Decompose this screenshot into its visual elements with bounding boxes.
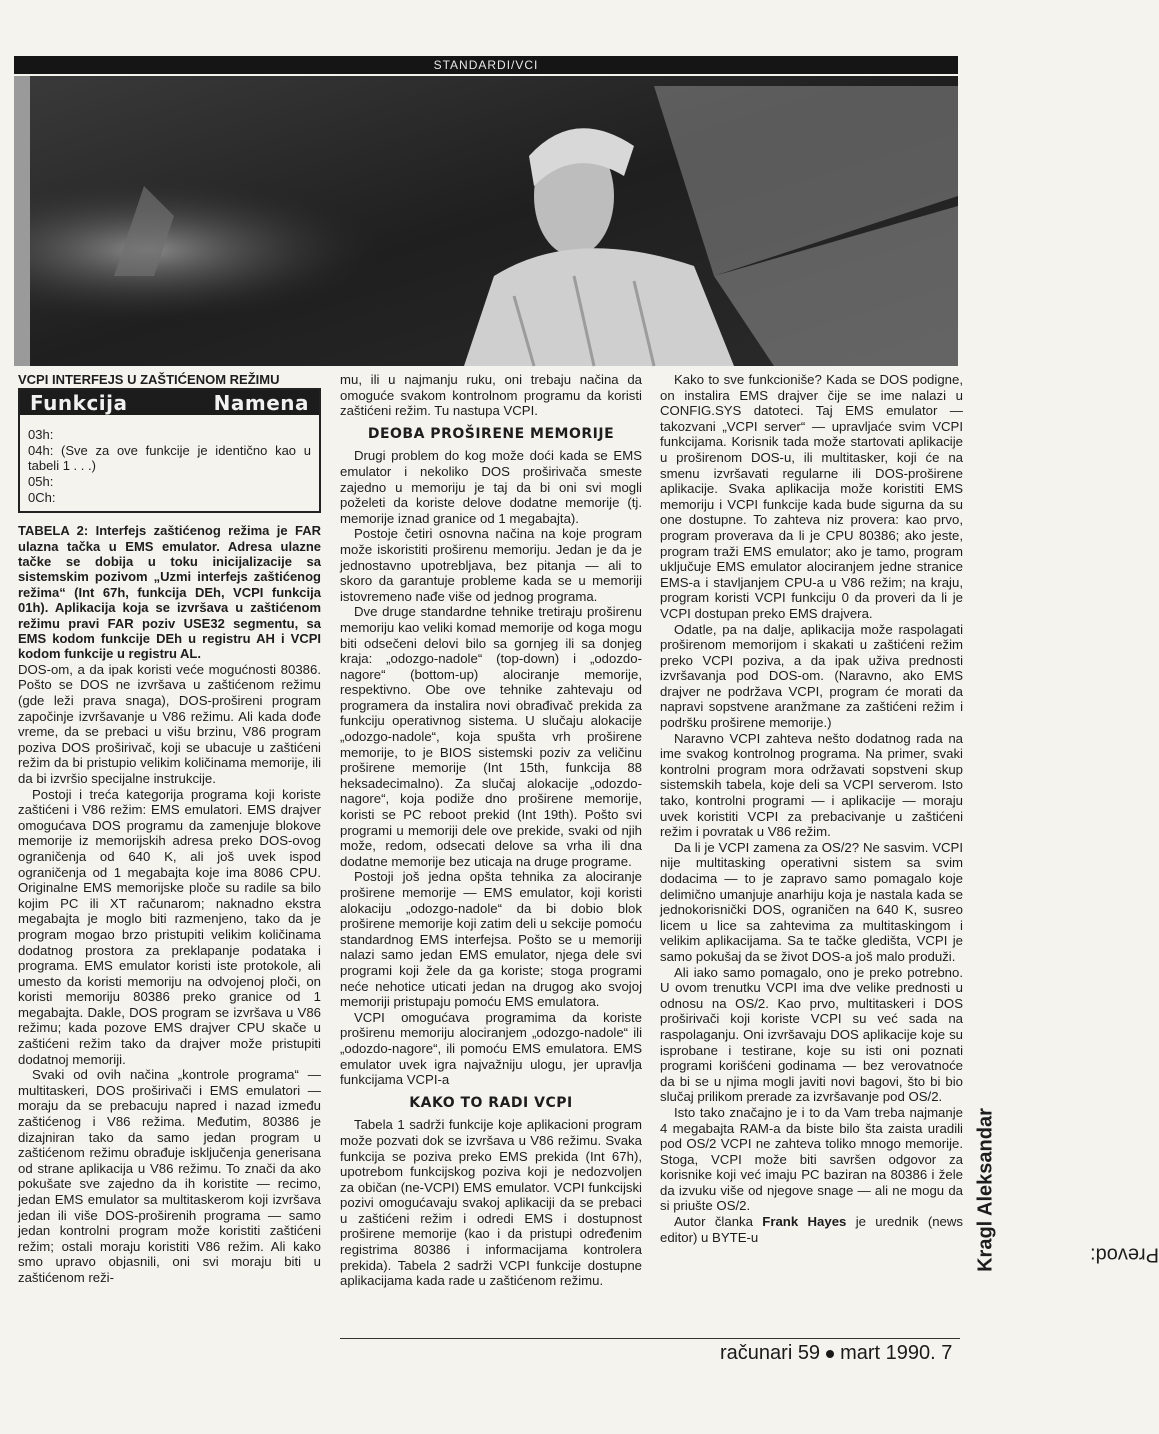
paragraph: Odatle, pa na dalje, aplikacija može raspolagati proširenom memorijom i skakati u zaštićeni režim preko VCPI poziva, a da ipak uživa prednosti izvršavanja pod DOS-om. (Naravno, ako EMS drajver ne podržava VCPI, program će morati da napravi sopstvene aranžmane za zaštićeni režim i podršku proširene memorije.) bbox=[660, 621, 963, 731]
paragraph: Tabela 1 sadrži funkcije koje aplikacioni program može pozvati dok se izvršava u V86 režimu. Svaka funkcija se poziva preko EMS prekida (Int 67h), upotrebom funkcijskog poziva koji je nedozvoljen za običan (ne-VCPI) EMS emulator. VCPI funkcijski pozivi omogućavaju svakoj aplikaciji da se prebaci u zaštićeni režim i odredi EMS i dostupnost proširene memorije (kao i da pristupi određenim registrima 80386 i informacijama kontrolera prekida). Tabela 2 sadrži VCPI funkcije dostupne aplikacijama kada rade u zaštićenom režimu. bbox=[340, 1117, 642, 1289]
paragraph: Isto tako značajno je i to da Vam treba najmanje 4 megabajta RAM-a da biste bilo šta zaista uradili pod OS/2 VCPI ne zahteva toliko mnogo memorije. Stoga, VCPI može biti savršen odgovor za korisnike koji već imaju PC baziran na 80386 i žele da izvuku više od njegove snage — ali ne mogu da si priušte OS/2. bbox=[660, 1104, 963, 1214]
table-title: VCPI INTERFEJS U ZAŠTIĆENOM REŽIMU bbox=[18, 372, 280, 387]
paragraph: Postoji još jedna opšta tehnika za alociranje proširene memorije — EMS emulator, koji koristi alokaciju „odozgo-nadole“ da bi dobio blok proširene memorije koji zatim deli u sekcije pomoću standardnog EMS interfejsa. Pošto se u memoriji nalazi samo jedan EMS emulator, njega dele svi programi koji žele da ga koriste; stoga programi neće nehotice uticati jedan na drugog ako svojoj memoriji pristupaju pomoću EMS emulatora. bbox=[340, 869, 642, 1010]
translator-name: Kragl Aleksandar bbox=[974, 1108, 997, 1272]
paragraph: Naravno VCPI zahteva nešto dodatnog rada na ime svakog kontrolnog programa. Na primer, svaki kontrolni program mora održavati sopstveni skup sistemskih tabela, koje deli sa VCPI serverom. Isto tako, kontrolni programi — i aplikacije — moraju uvek koristiti VCPI za prebacivanje u zaštićeni režim i povratak u V86 režim. bbox=[660, 730, 963, 840]
translator-credit bbox=[968, 1040, 1159, 1340]
paragraph: Postoji i treća kategorija programa koji koriste zaštićeni i V86 režim: EMS emulatori. EMS drajver omogućava DOS programu da zamenjuje blokove memorije iz memorijskih adresa preko DOS-ovog ograničenja od 640 K, ali još uvek ispod ograničenja od 1 megabajta koje ima 8086 CPU. Originalne EMS memorijske ploče su radile sa bilo kojim PC ili XT računarom; naknadno ekstra megabajta je moglo biti razmenjeno, tako da je program mogao brzo pristupiti velikim količinama dodatnog prostora za preklapanje podataka i programa. EMS emulator koristi iste protokole, ali umesto da koristi memoriju na odvojenoj ploči, on koristi memoriju 80386 preko granice od 1 megabajta. Dakle, DOS program se izvršava u V86 režimu; kada pozove EMS drajver CPU skače u zaštićeni režim tako da drajver može pristupiti dodatnoj memoriji. bbox=[18, 786, 321, 1067]
bullet-icon bbox=[826, 1350, 834, 1358]
paragraph: Drugi problem do kog može doći kada se EMS emulator i nekoliko DOS proširivača smeste zajedno u memoriju je taj da bi oni svi mogli poželeti da koriste delove dodatne memorije (tj. memorije iznad granice od 1 megabajta). bbox=[340, 448, 642, 526]
paragraph: Dve druge standardne tehnike tretiraju proširenu memoriju kao veliki komad memorije od koga mogu biti odsečeni delovi bilo sa gornjeg ili sa donjeg kraja: „odozgo-nadole“ (top-down) i „odozdo-nagore“ (bottom-up) alociranje memorije, respektivno. Obe ove tehnike zahtevaju od programera da instalira novi obrađivač prekida za funkciju operativnog sistema. U slučaju alokacije „odozgo-nadole“, koja spušta vrh proširene memorije, to je BIOS sistemski poziv za veličinu proširene memorije (Int 15th, funkcija 88 heksadecimalno). Za slučaj alokacije „odozdo-nagore“, koja podiže dno proširene memorije, koristi se PC reboot prekid (Int 19th). Pošto svi programi u memoriji dele ove prekide, svaki od njih može, redom, odsecati delove sa vrha ili dna dodatne memorije bez uticaja na druge programe. bbox=[340, 604, 642, 869]
table-header-purpose: Namena bbox=[213, 390, 309, 415]
author-prefix: Autor članka bbox=[674, 1214, 763, 1230]
author-note bbox=[660, 1214, 963, 1245]
magazine-name: računari 59 bbox=[720, 1342, 821, 1364]
article-photo bbox=[14, 76, 958, 366]
author-name: Frank Hayes bbox=[762, 1214, 847, 1230]
paragraph: Postoje četiri osnovna načina na koje program može iskoristiti proširenu memoriju. Jedan je da je jednostavno upotrebljava, bez pitanja — ali to skoro da garantuje probleme kada se u memoriji istovremeno nađe više od jednog programa. bbox=[340, 526, 642, 604]
column-1 bbox=[18, 372, 321, 1286]
table-row: 03h: bbox=[28, 427, 54, 443]
page-footer bbox=[720, 1342, 952, 1365]
section-heading: KAKO TO RADI VCPI bbox=[409, 1094, 573, 1111]
table-row: 0Ch: bbox=[28, 489, 56, 505]
table-caption: TABELA 2: Interfejs zaštićenog režima je FAR ulazna tačka u EMS emulator. Adresa ulazne tačke se dobija u toku inicijalizacije sa sistemskim pozivom „Uzmi interfejs zaštićenog režima“ (Int 67h, funkcija DEh, VCPI funkcija 01h). Aplikacija koja se izvršava u zaštićenom režimu pravi FAR poziv USE32 segmentu, sa EMS kodom funkcije DEh u registru AH i VCPI kodom funkcije u registru AL. bbox=[18, 523, 321, 662]
paragraph: mu, ili u najmanju ruku, oni trebaju načina da omoguće svakom kontrolnom programu da koristi zaštićeni režim. Tu nastupa VCPI. bbox=[340, 372, 642, 419]
issue-date: mart 1990. bbox=[840, 1342, 936, 1364]
paragraph: VCPI omogućava programima da koriste proširenu memoriju alociranjem „odozgo-nadole“ ili „odozdo-nagore“, ili pomoću EMS emulatora. EMS emulator uvek igra najvažniju ulogu, jer upravlja funkcijama VCPI-a bbox=[340, 1009, 642, 1088]
page-number: 7 bbox=[941, 1342, 953, 1364]
paragraph: Svaki od ovih načina „kontrole programa“ — multitaskeri, DOS proširivači i EMS emulatori — moraju da se prebacuju napred i nazad između zaštićenog i V86 režima. Međutim, 80386 je dizajniran tako da samo jedan program u zaštićenom režimu obrađuje isključenja generisana od strane aplikacija u V86 režimu. To znači da ako pokušate sve zajedno da ih koristite — recimo, jedan EMS emulator sa multitaskerom koji izvršava jedan ili više DOS-proširenih programa — samo jedan kontrolni program može koristiti zaštićeni režim; ostali moraju koristiti V86 režim. Ali kako smo upravo objasnili, oni svi moraju biti u zaštićenom reži- bbox=[18, 1067, 321, 1285]
paragraph: Kako to sve funkcioniše? Kada se DOS podigne, on instalira EMS drajver čije se ime nalazi u CONFIG.SYS datoteci. Taj EMS emulator — takozvani „VCPI server“ — upravljaće svim VCPI funkcijama. Korisnik tada može startovati aplikacije u proširenom DOS-u, ili multitasker, koji će na smenu izvršavati regularne ili DOS-proširene aplikacije. Svaka aplikacija može koristiti EMS memoriju i VCPI funkcije kada bude sigurna da su one dostupne. To zahteva niz provera: kao prvo, program proverava da li je CPU 80386; ako jeste, program traži EMS emulator; ako je tamo, program uključuje EMS emulator alociranjem jedne stranice EMS-a i stavljanjem CPU-a u V86 režim; na kraju, program koristi VCPI funkciju 0 da proveri da li je VCPI dostupan preko EMS drajvera. bbox=[660, 372, 963, 621]
table-row: 04h: (Sve za ove funkcije je identično kao u tabeli 1 . . .) bbox=[28, 442, 311, 474]
table-header bbox=[20, 390, 319, 416]
paragraph: Da li je VCPI zamena za OS/2? Ne sasvim. VCPI nije multitasking operativni sistem sa svim dodacima — to je zapravo samo pomagalo koje delimično umanjuje anarhiju koja je nastala kada se jednokorisnički DOS, ograničen na 640 K, susreo licem u lice sa zahtevima za multitaskingom i velikim aplikacijama. Sa te tačke gledišta, VCPI je samo pokušaj da se život DOS-a još malo produži. bbox=[660, 839, 963, 964]
paragraph: Ali iako samo pomagalo, ono je preko potrebno. U ovom trenutku VCPI ima dve velike prednosti u odnosu na OS/2. Kao prvo, multitaskeri i DOS proširivači koji koriste VCPI su već sada na raspolaganju. Oni izvršavaju DOS aplikacije koje su isprobane i testirane, koje su isti oni poznati programi korišćeni godinama — bez verovatnoće da bi se u njima mogli javiti novi bagovi, što bi bio slučaj prilikom prerade za izvršavanje pod OS/2. bbox=[660, 964, 963, 1105]
paragraph: DOS-om, a da ipak koristi veće mogućnosti 80386. Pošto se DOS ne izvršava u zaštićenom režimu (gde leži prava snaga), DOS-prošireni program započinje izvršavanje u V86 režimu. Ali kada dođe vreme, da se prebaci u višu brzinu, V86 program poziva DOS proširivač, koji se ubacuje u zaštićeni režim da bi pristupio velikim količinama memorije, ili da bi izvršio specijalne instrukcije. bbox=[18, 661, 321, 786]
table-body bbox=[20, 415, 319, 511]
table-row: 05h: bbox=[28, 473, 54, 489]
author-suffix: je urednik (news editor) u BYTE-u bbox=[660, 1214, 964, 1245]
section-header: STANDARDI/VCI bbox=[14, 56, 958, 74]
column-2 bbox=[340, 372, 642, 1289]
vcpi-function-table bbox=[18, 388, 321, 514]
footer-rule bbox=[340, 1338, 960, 1339]
column-3 bbox=[660, 372, 963, 1245]
table-header-function: Funkcija bbox=[30, 390, 128, 415]
translator-line bbox=[974, 1108, 1159, 1272]
translator-label: Prevod: bbox=[1090, 1243, 1159, 1266]
section-heading: DEOBA PROŠIRENE MEMORIJE bbox=[367, 425, 615, 442]
